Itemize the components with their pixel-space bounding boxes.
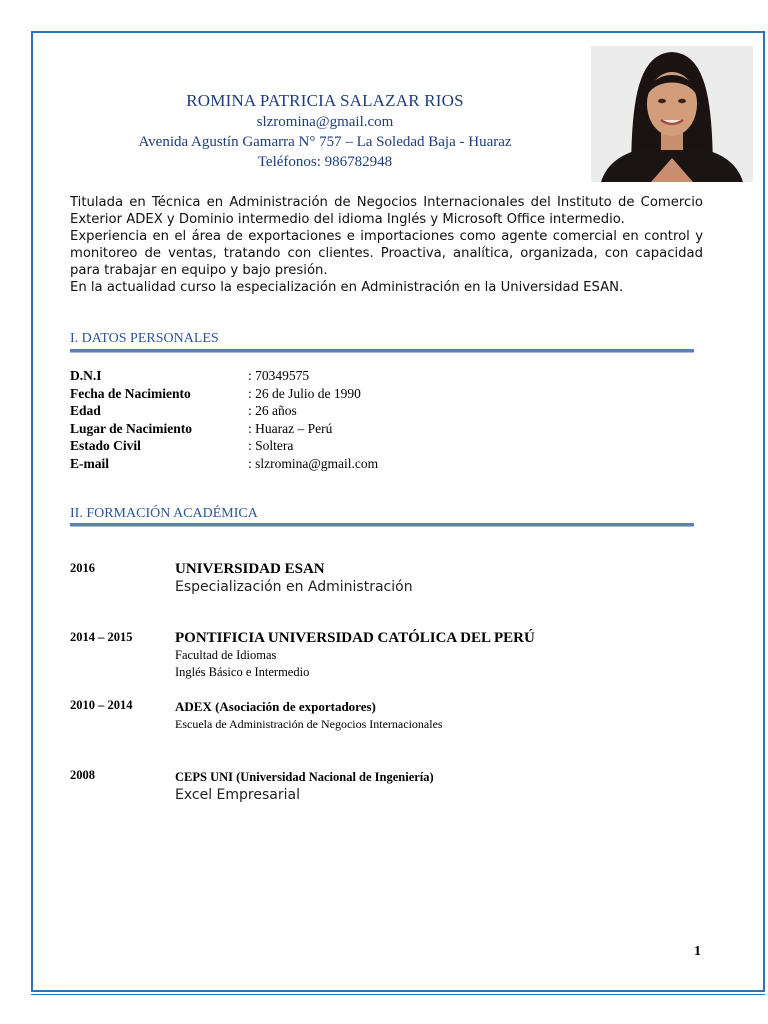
personal-row-birthdate bbox=[70, 385, 378, 403]
candidate-phone: Teléfonos: 986782948 bbox=[257, 154, 393, 170]
field-label: D.N.I bbox=[70, 368, 102, 383]
education-year: 2008 bbox=[70, 768, 95, 782]
page-number: 1 bbox=[694, 944, 701, 959]
cv-header bbox=[100, 90, 550, 172]
page-border-bottom bbox=[31, 994, 765, 995]
summary-paragraph: En la actualidad curso la especialización en Administración en la Universidad ESAN. bbox=[70, 280, 624, 295]
field-label: Edad bbox=[70, 403, 101, 418]
education-institution: CEPS UNI (Universidad Nacional de Ingeniería) bbox=[175, 770, 434, 784]
education-body bbox=[175, 698, 695, 733]
field-value: : 26 de Julio de 1990 bbox=[248, 385, 361, 401]
candidate-name: ROMINA PATRICIA SALAZAR RIOS bbox=[186, 91, 464, 110]
education-body bbox=[175, 560, 695, 596]
summary-paragraph: Experiencia en el área de exportaciones e importaciones como agente comercial en control y monitoreo de ventas, tratando con clientes. Proactiva, analítica, organizada, con capacidad para trabajar en equipo y bajo presión. bbox=[70, 229, 703, 278]
field-value: : 70349575 bbox=[248, 368, 310, 383]
education-body bbox=[175, 768, 695, 804]
personal-row-dni bbox=[70, 367, 378, 385]
education-institution: PONTIFICIA UNIVERSIDAD CATÓLICA DEL PERÚ bbox=[175, 630, 535, 646]
candidate-email: slzromina@gmail.com bbox=[256, 114, 394, 130]
education-detail: Escuela de Administración de Negocios Internacionales bbox=[175, 717, 443, 731]
education-detail: Facultad de Idiomas bbox=[175, 648, 277, 662]
personal-row-civil-status bbox=[70, 437, 378, 455]
personal-row-email bbox=[70, 455, 378, 473]
field-value: : 26 años bbox=[248, 403, 297, 418]
education-year: 2010 – 2014 bbox=[70, 698, 133, 712]
education-institution: ADEX (Asociación de exportadores) bbox=[175, 699, 376, 714]
portrait-image bbox=[591, 46, 753, 182]
personal-data-list bbox=[70, 367, 378, 472]
field-label: E-mail bbox=[70, 455, 109, 471]
section-title-education: II. FORMACIÓN ACADÉMICA bbox=[70, 506, 258, 521]
field-value: : slzromina@gmail.com bbox=[248, 455, 379, 471]
education-detail: Inglés Básico e Intermedio bbox=[175, 665, 310, 679]
field-label: Fecha de Nacimiento bbox=[70, 385, 191, 401]
field-value: : Huaraz – Perú bbox=[248, 420, 333, 436]
section-divider bbox=[70, 523, 694, 527]
education-detail: Especialización en Administración bbox=[175, 579, 413, 595]
candidate-address: Avenida Agustín Gamarra N° 757 – La Soledad Baja - Huaraz bbox=[138, 134, 512, 150]
education-body bbox=[175, 629, 695, 681]
field-value: : Soltera bbox=[248, 438, 294, 453]
professional-summary bbox=[70, 194, 703, 296]
education-year: 2014 – 2015 bbox=[70, 630, 133, 644]
personal-row-birthplace bbox=[70, 420, 378, 438]
education-year: 2016 bbox=[70, 561, 95, 575]
section-title-personal: I. DATOS PERSONALES bbox=[70, 331, 219, 346]
summary-paragraph: Titulada en Técnica en Administración de Negocios Internacionales del Instituto de Comercio Exterior ADEX y Dominio intermedio del idioma Inglés y Microsoft Office intermedio. bbox=[70, 195, 703, 227]
education-detail: Excel Empresarial bbox=[175, 787, 300, 803]
field-label: Lugar de Nacimiento bbox=[70, 420, 192, 436]
education-institution: UNIVERSIDAD ESAN bbox=[175, 561, 325, 577]
profile-photo bbox=[591, 46, 753, 182]
personal-row-age bbox=[70, 402, 378, 420]
section-divider bbox=[70, 349, 694, 353]
field-label: Estado Civil bbox=[70, 438, 141, 453]
